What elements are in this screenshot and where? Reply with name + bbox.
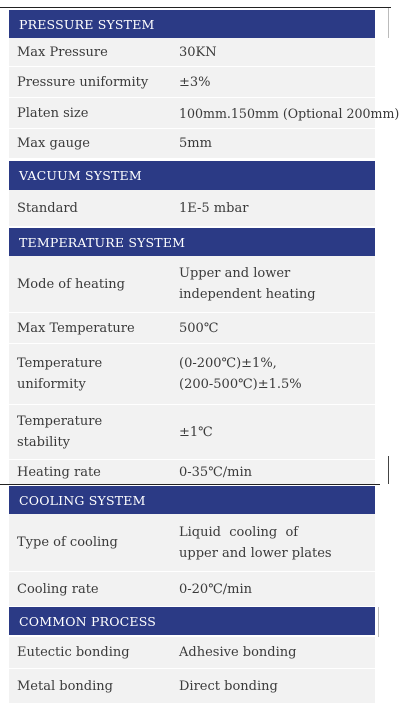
spec-label: Max Temperature: [17, 320, 135, 336]
spec-value: [179, 514, 411, 571]
spec-value-line: upper and lower plates: [179, 545, 332, 561]
spec-value: ±3%: [179, 74, 211, 90]
spec-value: 500℃: [179, 320, 219, 336]
spec-value-line: Upper and lower: [179, 266, 291, 281]
spec-label-line: Temperature: [17, 356, 103, 371]
spec-row: [9, 344, 375, 405]
spec-row: [9, 572, 375, 607]
right-edge-line: [378, 607, 379, 637]
spec-row: [9, 38, 375, 67]
spec-value: 5mm: [179, 136, 212, 151]
spec-label: [17, 405, 167, 459]
spec-label: Cooling rate: [17, 581, 99, 597]
spec-label: Max gauge: [17, 136, 90, 151]
temperature-system-header: TEMPERATURE SYSTEM: [9, 228, 375, 256]
spec-row: [9, 460, 375, 485]
spec-label-line: Temperature: [17, 414, 103, 429]
spec-value: 1E-5 mbar: [179, 200, 249, 216]
spec-row: [9, 98, 400, 129]
vacuum-system-header: VACUUM SYSTEM: [9, 161, 375, 190]
cooling-system-header: COOLING SYSTEM: [9, 486, 375, 514]
right-edge-line: [388, 8, 389, 38]
common-process-header: COMMON PROCESS: [9, 607, 375, 635]
spec-row: [9, 67, 375, 98]
spec-label: Platen size: [17, 105, 89, 121]
spec-value: [179, 344, 411, 404]
spec-value: 30KN: [179, 44, 217, 60]
spec-value: ±1℃: [179, 424, 213, 440]
spec-label-line: uniformity: [17, 377, 86, 392]
spec-label: Heating rate: [17, 464, 101, 480]
spec-label: Pressure uniformity: [17, 74, 149, 90]
spec-value: Direct bonding: [179, 678, 278, 694]
spec-label: [17, 344, 167, 404]
spec-row: [9, 313, 375, 344]
spec-value: 100mm.150mm (Optional 200mm): [179, 105, 400, 121]
spec-row: [9, 669, 375, 704]
spec-value-line: independent heating: [179, 287, 316, 302]
spec-row: [9, 405, 375, 460]
spec-label-line: stability: [17, 435, 71, 450]
right-edge-line: [388, 456, 389, 484]
spec-row: [9, 190, 375, 227]
spec-label: Eutectic bonding: [17, 645, 130, 660]
spec-label: Type of cooling: [17, 535, 118, 550]
spec-value: Adhesive bonding: [179, 645, 297, 660]
spec-row: [9, 514, 375, 572]
pressure-system-header: PRESSURE SYSTEM: [9, 10, 375, 38]
spec-row: [9, 256, 375, 313]
spec-value-line: (200-500℃)±1.5%: [179, 377, 302, 392]
top-rule: [0, 7, 391, 8]
spec-label: Standard: [17, 200, 78, 216]
spec-label: Max Pressure: [17, 44, 108, 60]
spec-label: Metal bonding: [17, 678, 113, 694]
spec-value: 0-20℃/min: [179, 581, 252, 597]
spec-value: [179, 256, 411, 312]
spec-label: Mode of heating: [17, 276, 125, 292]
spec-row: [9, 129, 375, 159]
section-divider: [0, 484, 380, 485]
spec-row: [9, 637, 375, 669]
spec-value-line: (0-200℃)±1%,: [179, 356, 277, 371]
spec-value-line: Liquid cooling of: [179, 524, 299, 540]
spec-value: 0-35℃/min: [179, 464, 252, 480]
